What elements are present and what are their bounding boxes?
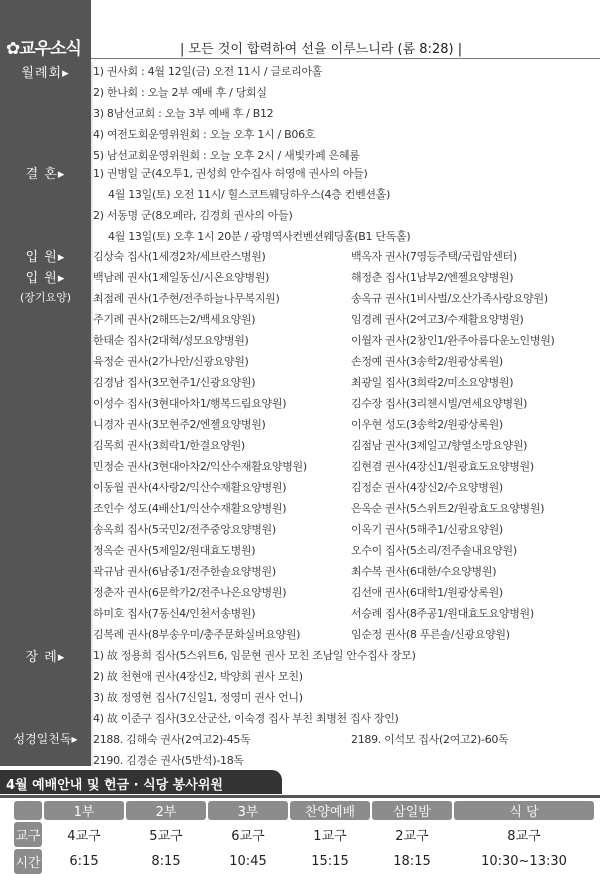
schedule-col-header: 식 당 — [454, 801, 594, 820]
page-title: ✿교우소식 — [6, 39, 81, 59]
hospital-entry: 최점례 권사(1주현/전주하늘나무복지원) — [93, 292, 280, 305]
header-verse: | 모든 것이 합력하여 선을 이루느니라 (롬 8:28) | — [180, 42, 463, 57]
header-divider — [91, 58, 600, 59]
category-funeral: 장 례▸ — [25, 650, 66, 665]
category-wedding: 결 혼▸ — [25, 167, 66, 182]
hospital-entry: 김현겸 권사(4장신1/원광효도요양병원) — [351, 460, 534, 473]
category-hospital: 입 원▸ — [25, 250, 66, 265]
hospital-entry: 조인수 성도(4배산1/익산수재활요양병원) — [93, 502, 287, 515]
category-bible-reading: 성경일천독▸ — [13, 732, 78, 746]
hospital-entry: 이옥기 권사(5해주1/신광요양원) — [351, 523, 503, 536]
schedule-cell: 8:15 — [151, 854, 181, 869]
hospital-entry: 임순정 권사(8 푸른솔/신광요양원) — [351, 628, 510, 641]
schedule-cell: 15:15 — [311, 854, 349, 869]
hospital-entry: 손정예 권사(3송학2/원광상록원) — [351, 355, 503, 368]
schedule-divider — [0, 795, 600, 798]
meeting-item: 5) 남선교회운영위원회 : 오늘 오후 2시 / 새빛카페 은혜룸 — [93, 149, 360, 162]
hospital-entry: 정옥순 권사(5제일2/원대효도병원) — [93, 544, 256, 557]
schedule-cell: 6교구 — [231, 829, 265, 844]
hospital-entry: 서승례 집사(8주공1/원대효도요양병원) — [351, 607, 534, 620]
schedule-col-header: 2부 — [126, 801, 206, 820]
schedule-cell: 10:45 — [229, 854, 267, 869]
meeting-item: 2) 한나회 : 오늘 2부 예배 후 / 당회실 — [93, 86, 267, 99]
schedule-row-label: 시간 — [14, 849, 42, 874]
hospital-entry: 오수이 집사(5소리/전주솔내요양원) — [351, 544, 517, 557]
hospital-entry: 해정춘 집사(1남부2/엔젤요양병원) — [351, 271, 514, 284]
hospital-entry: 백옥자 권사(7영등주택/국립암센터) — [351, 250, 517, 263]
schedule-cell: 8교구 — [507, 829, 541, 844]
meeting-item: 4) 여전도회운영위원회 : 오늘 오후 1시 / B06호 — [93, 128, 316, 141]
schedule-cell: 2교구 — [395, 829, 429, 844]
schedule-cell: 5교구 — [149, 829, 183, 844]
schedule-col-header: 1부 — [44, 801, 124, 820]
hospital-entry: 김복례 권사(8부송우미/충주문화실버요양원) — [93, 628, 301, 641]
category-hospital-2: 입 원▸ — [25, 271, 66, 286]
hospital-entry: 니경자 권사(3모현주2/엔젤요양병원) — [93, 418, 266, 431]
hospital-entry: 최수복 권사(6대한/수요양병원) — [351, 565, 497, 578]
bible-reading-entry: 2188. 김해숙 권사(2여고2)-45독 — [93, 733, 251, 746]
hospital-entry: 하미호 집사(7동신4/인천서송병원) — [93, 607, 256, 620]
meeting-item: 1) 권사회 : 4월 12일(금) 오전 11시 / 글로리아홀 — [93, 65, 323, 78]
hospital-entry: 이우현 성도(3송학2/원광상록원) — [351, 418, 503, 431]
schedule-row — [14, 849, 594, 874]
meeting-item: 3) 8남선교회 : 오늘 3부 예배 후 / B12 — [93, 107, 274, 120]
schedule-col-header: 3부 — [208, 801, 288, 820]
hospital-entry: 한태순 집사(2대혁/성모요양병원) — [93, 334, 249, 347]
hospital-entry: 백남례 권사(1제일동신/시온요양병원) — [93, 271, 270, 284]
hospital-entry: 김목희 권사(3희락1/한결요양원) — [93, 439, 245, 452]
funeral-item: 3) 故 정영현 집사(7신일1, 정영미 권사 언니) — [93, 691, 303, 704]
schedule-header-row — [14, 801, 594, 820]
hospital-entry: 이성수 집사(3현대아차1/행복드림요양원) — [93, 397, 287, 410]
hospital-entry: 송옥규 권사(1비사벌/오산가족사랑요양원) — [351, 292, 548, 305]
wedding-detail: 4월 13일(토) 오후 1시 20분 / 광명역사컨벤션웨딩홀(B1 단독홀) — [108, 230, 411, 243]
hospital-entry: 주기례 권사(2해뜨는2/백세요양원) — [93, 313, 256, 326]
hospital-entry: 민정순 권사(3현대아차2/익산수재활요양병원) — [93, 460, 307, 473]
hospital-entry: 임경례 권사(2여고3/수재활요양병원) — [351, 313, 524, 326]
hospital-entry: 김선애 권사(6대학1/원광상록원) — [351, 586, 503, 599]
schedule-row — [14, 822, 594, 847]
hospital-entry: 이동월 권사(4사랑2/익산수재활요양병원) — [93, 481, 287, 494]
schedule-title: 4월 예배안내 및 헌금 · 식당 봉사위원 — [6, 778, 223, 793]
bible-reading-entry: 2190. 김경순 권사(5반석)-18독 — [93, 754, 244, 767]
hospital-entry: 송옥희 집사(5국민2/전주중앙요양병원) — [93, 523, 276, 536]
hospital-entry: 은옥순 권사(5스위트2/원광효도요양병원) — [351, 502, 545, 515]
wedding-detail: 4월 13일(토) 오전 11시/ 힐스코트웨딩하우스(4층 컨벤션홀) — [108, 188, 391, 201]
funeral-item: 4) 故 이준구 집사(3오산군산, 이숙경 집사 부친 최병천 집사 장인) — [93, 712, 399, 725]
hospital-entry: 이월자 권사(2창인1/완주아름다운노인병원) — [351, 334, 555, 347]
schedule-cell: 18:15 — [393, 854, 431, 869]
hospital-entry: 최광일 집사(3희락2/미소요양병원) — [351, 376, 514, 389]
funeral-item: 2) 故 천현애 권사(4장신2, 박양희 권사 모친) — [93, 670, 303, 683]
wedding-item: 1) 권병일 군(4오투1, 권성희 안수집사 허영애 권사의 아들) — [93, 167, 368, 180]
funeral-item: 1) 故 정용희 집사(5스위트6, 임문현 권사 모친 조남일 안수집사 장모) — [93, 649, 416, 662]
hospital-entry: 김정순 권사(4장신2/수요양병원) — [351, 481, 503, 494]
bible-reading-entry: 2189. 이석모 집사(2여고2)-60독 — [351, 733, 509, 746]
category-long-term-care: (장기요양) — [19, 291, 72, 304]
schedule-cell: 10:30~13:30 — [481, 854, 567, 869]
hospital-entry: 김점남 권사(3제일고/향열소망요양원) — [351, 439, 528, 452]
hospital-entry: 곽규남 권사(6남중1/전주한솔요양병원) — [93, 565, 276, 578]
schedule-cell: 6:15 — [69, 854, 99, 869]
schedule-corner — [14, 801, 42, 820]
schedule-col-header: 찬양예배 — [290, 801, 370, 820]
hospital-entry: 김상숙 집사(1세경2차/세브란스병원) — [93, 250, 266, 263]
wedding-item: 2) 서동명 군(8오페라, 김경희 권사의 아들) — [93, 209, 293, 222]
hospital-entry: 정춘자 권사(6문학가2/전주나은요양병원) — [93, 586, 287, 599]
schedule-table — [12, 799, 596, 876]
schedule-cell: 1교구 — [313, 829, 347, 844]
hospital-entry: 육정순 권사(2가나안/신광요양원) — [93, 355, 249, 368]
schedule-row-label: 교구 — [14, 822, 42, 847]
category-meeting: 월례회▸ — [21, 66, 70, 81]
hospital-entry: 김수장 집사(3리첸시빌/연세요양병원) — [351, 397, 528, 410]
schedule-col-header: 삼일밤 — [372, 801, 452, 820]
hospital-entry: 김경남 집사(3모현주1/신광요양원) — [93, 376, 256, 389]
schedule-cell: 4교구 — [67, 829, 101, 844]
